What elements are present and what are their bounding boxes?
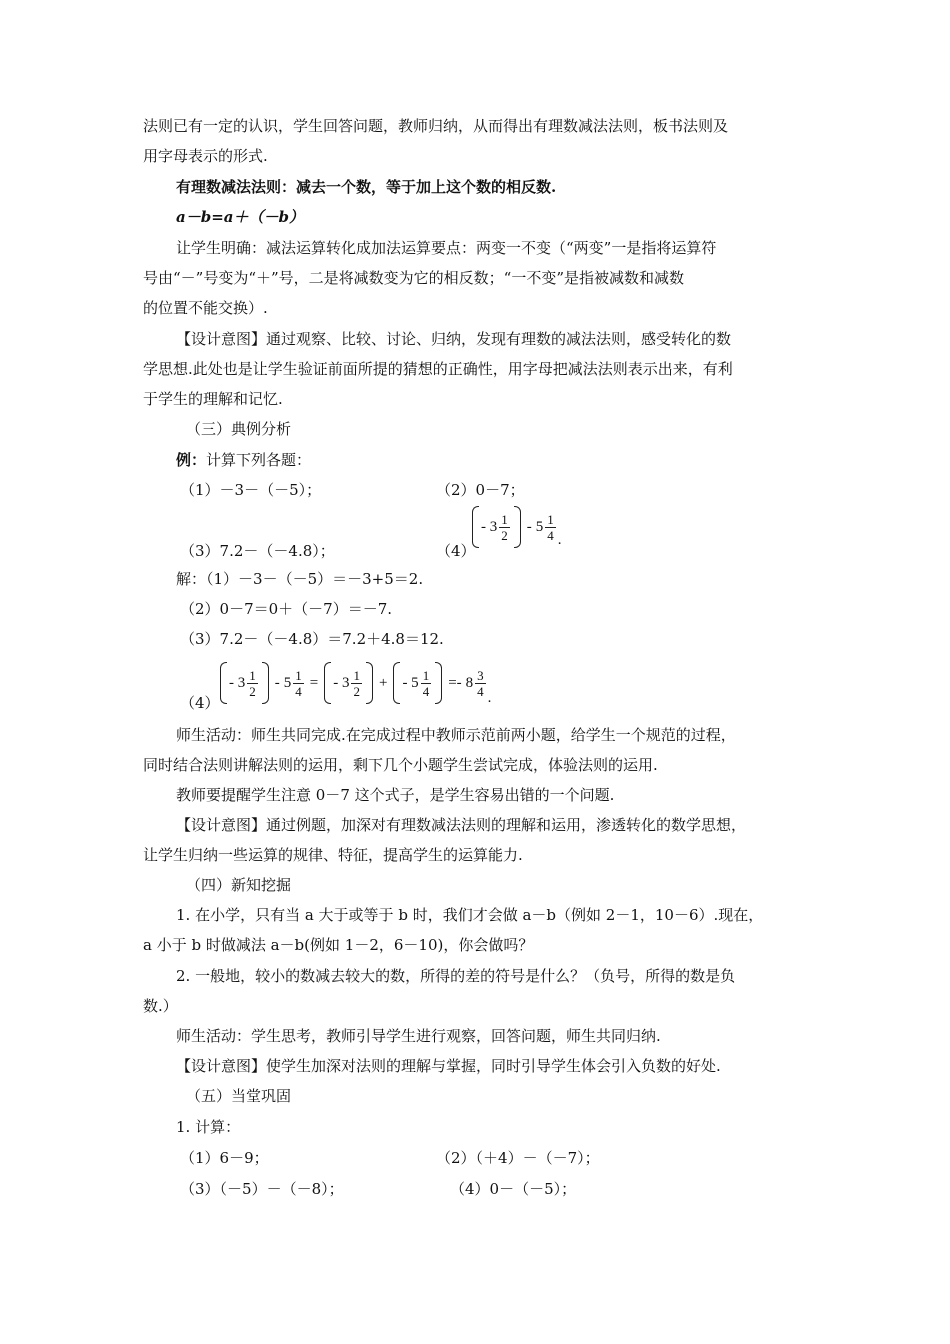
paragraph-line: 让学生明确：减法运算转化成加法运算要点：两变一不变（“两变”一是指将运算符 xyxy=(176,239,717,257)
fraction: $\frac{1}{2}$ xyxy=(249,667,256,699)
paragraph-line: 的位置不能交换）. xyxy=(143,299,268,317)
paragraph-line: 同时结合法则讲解法则的运用，剩下几个小题学生尝试完成，体验法则的运用. xyxy=(143,756,658,774)
right-paren xyxy=(262,662,269,704)
whole-number: - 3 xyxy=(333,674,350,691)
whole-number: - 3 xyxy=(229,674,246,691)
paragraph-line: 号由“－”号变为“＋”号，二是将减数变为它的相反数；“一不变”是指被减数和减数 xyxy=(143,269,685,287)
rule-formula: a－b=a＋（－b） xyxy=(176,208,304,226)
fraction: $\frac{3}{4}$ xyxy=(477,667,484,699)
right-paren xyxy=(514,506,521,548)
example-heading xyxy=(176,450,311,470)
fraction: $\frac{1}{4}$ xyxy=(547,511,554,543)
fraction: $\frac{1}{4}$ xyxy=(422,667,430,699)
section-heading: （四）新知挖掘 xyxy=(186,876,292,894)
exercise-heading: 1. 计算： xyxy=(176,1118,241,1136)
left-paren xyxy=(393,662,400,704)
design-intent: 学思想.此处也是让学生验证前面所提的猜想的正确性，用字母把减法法则表示出来，有利 xyxy=(143,360,733,378)
operator: - xyxy=(526,518,532,535)
example-label: 例： xyxy=(176,451,207,469)
right-paren xyxy=(366,662,373,704)
paragraph-line: 师生活动：学生思考，教师引导学生进行观察，回答问题，师生共同归纳. xyxy=(176,1027,661,1045)
design-intent: 【设计意图】使学生加深对法则的理解与掌握，同时引导学生体会引入负数的好处. xyxy=(176,1057,721,1075)
whole-number: 5 xyxy=(283,674,292,691)
whole-number: - 3 xyxy=(481,518,498,535)
exercise-item: （2）（＋4）－（－7）； xyxy=(436,1149,600,1167)
design-intent: 于学生的理解和记忆. xyxy=(143,390,283,408)
operator: + xyxy=(378,674,388,691)
whole-number: 8 xyxy=(465,674,474,691)
design-intent: 【设计意图】通过例题，加深对有理数减法法则的理解和运用，渗透转化的数学思想， xyxy=(176,816,747,834)
operator: - xyxy=(274,674,280,691)
exercise-item: （4） xyxy=(436,542,476,560)
design-intent: 让学生归纳一些运算的规律、特征，提高学生的运算能力. xyxy=(143,846,523,864)
section-heading: （五）当堂巩固 xyxy=(186,1087,292,1105)
fraction: $\frac{1}{4}$ xyxy=(295,667,302,699)
solution-line: （2）0－7＝0＋（－7）＝－7. xyxy=(180,600,393,618)
paragraph-line: 教师要提醒学生注意 0－7 这个式子，是学生容易出错的一个问题. xyxy=(176,786,615,804)
question-line: 2. 一般地，较小的数减去较大的数，所得的差的符号是什么？（负号，所得的数是负 xyxy=(176,967,736,985)
example-text: 计算下列各题： xyxy=(206,451,312,469)
paragraph-line: 法则已有一定的认识，学生回答问题，教师归纳，从而得出有理数减法法则，板书法则及 xyxy=(143,117,729,135)
exercise-item: （2）0－7； xyxy=(436,481,525,499)
period: . xyxy=(487,690,492,706)
exercise-item: （1）－3－（－5）； xyxy=(180,481,322,499)
fraction: $\frac{1}{2}$ xyxy=(501,511,508,543)
design-intent: 【设计意图】通过观察、比较、讨论、归纳，发现有理数的减法法则，感受转化的数 xyxy=(176,330,732,348)
rule-statement: 有理数减法法则：减去一个数，等于加上这个数的相反数. xyxy=(176,178,557,196)
exercise-item: （3）7.2－（－4.8）； xyxy=(180,542,335,560)
left-paren xyxy=(324,662,331,704)
exercise-item: （4）0－（－5）； xyxy=(450,1180,577,1198)
section-heading: （三）典例分析 xyxy=(186,420,292,438)
equals-sign: = xyxy=(309,674,319,691)
exercise-item: （1）6－9； xyxy=(180,1149,269,1167)
paragraph-line: 用字母表示的形式. xyxy=(143,147,268,165)
question-line: 1. 在小学，只有当 a 大于或等于 b 时，我们才会做 a－b（例如 2－1，10－6）.现在， xyxy=(176,906,764,924)
paragraph-line: 师生活动：师生共同完成.在完成过程中教师示范前两小题，给学生一个规范的过程， xyxy=(176,726,736,744)
exercise-item: （3）（－5）－（－8）； xyxy=(180,1180,344,1198)
solution-line: （3）7.2－（－4.8）＝7.2＋4.8＝12. xyxy=(180,630,444,648)
whole-number: 5 xyxy=(535,518,544,535)
left-paren xyxy=(220,662,227,704)
solution-line: 解：（1）－3－（－5）＝－3+5＝2. xyxy=(176,570,424,588)
solution-line: （4） xyxy=(180,694,220,712)
whole-number: - 5 xyxy=(402,674,419,691)
left-paren xyxy=(472,506,479,548)
math-expression xyxy=(470,505,562,549)
period: . xyxy=(557,532,562,548)
equals-sign: =- xyxy=(448,674,462,691)
right-paren xyxy=(435,662,442,704)
fraction: $\frac{1}{2}$ xyxy=(353,667,360,699)
question-line: 数.） xyxy=(143,997,178,1015)
math-expression xyxy=(218,659,491,707)
question-line: a 小于 b 时做减法 a－b(例如 1－2，6－10)，你会做吗？ xyxy=(143,936,534,954)
